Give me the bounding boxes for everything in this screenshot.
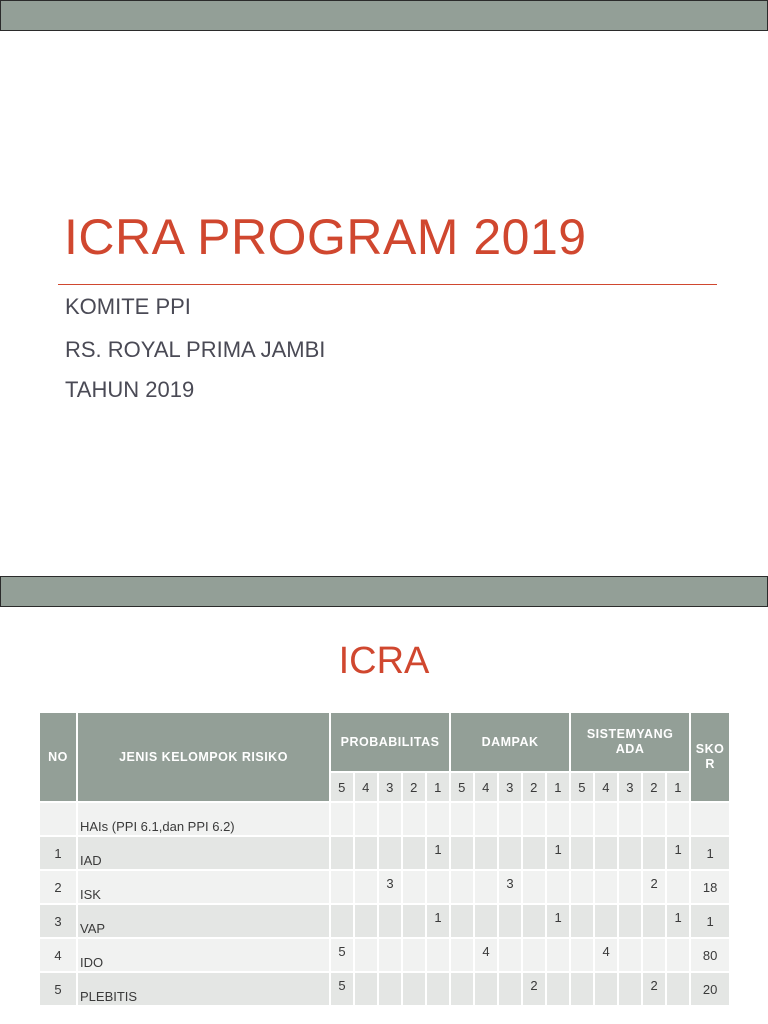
row-score-cell: 1 xyxy=(546,836,570,870)
row-score-cell xyxy=(354,938,378,972)
title-underline xyxy=(58,284,717,285)
table-row xyxy=(39,870,730,904)
row-score-cell xyxy=(594,802,618,836)
header-skor: SKOR xyxy=(690,712,730,802)
scale-sistem-2: 2 xyxy=(642,772,666,802)
row-skor: 80 xyxy=(690,938,730,972)
row-score-cell xyxy=(594,870,618,904)
row-skor xyxy=(690,802,730,836)
scale-sistem-3: 3 xyxy=(618,772,642,802)
row-score-cell xyxy=(474,836,498,870)
row-risk-name: VAP xyxy=(77,904,330,938)
row-score-cell xyxy=(450,836,474,870)
row-score-cell xyxy=(426,972,450,1006)
row-score-cell xyxy=(354,836,378,870)
table-header-row xyxy=(39,712,730,772)
icra-risk-table xyxy=(38,711,731,1007)
subtitle-year: TAHUN 2019 xyxy=(65,377,195,402)
scale-sistem-5: 5 xyxy=(570,772,594,802)
row-score-cell xyxy=(330,870,354,904)
row-score-cell xyxy=(642,938,666,972)
row-score-cell xyxy=(570,972,594,1006)
row-score-cell xyxy=(330,904,354,938)
row-score-cell xyxy=(522,904,546,938)
row-score-cell xyxy=(666,972,690,1006)
table-row xyxy=(39,904,730,938)
row-score-cell xyxy=(594,836,618,870)
scale-sistem-4: 4 xyxy=(594,772,618,802)
row-score-cell xyxy=(594,972,618,1006)
row-no: 1 xyxy=(39,836,77,870)
row-score-cell xyxy=(546,802,570,836)
row-score-cell xyxy=(570,938,594,972)
header-dampak: DAMPAK xyxy=(450,712,570,772)
row-score-cell xyxy=(450,802,474,836)
row-score-cell xyxy=(354,802,378,836)
row-score-cell: 2 xyxy=(642,870,666,904)
row-score-cell: 5 xyxy=(330,938,354,972)
row-score-cell xyxy=(450,870,474,904)
table-row xyxy=(39,972,730,1006)
row-skor: 18 xyxy=(690,870,730,904)
slide-top-bar xyxy=(0,576,768,607)
row-risk-name: PLEBITIS xyxy=(77,972,330,1006)
row-score-cell: 1 xyxy=(546,904,570,938)
row-score-cell: 4 xyxy=(594,938,618,972)
row-score-cell xyxy=(450,972,474,1006)
row-score-cell xyxy=(330,836,354,870)
row-score-cell xyxy=(642,836,666,870)
row-score-cell: 2 xyxy=(642,972,666,1006)
table-body xyxy=(39,802,730,1006)
scale-dampak-1: 1 xyxy=(546,772,570,802)
row-score-cell: 1 xyxy=(426,904,450,938)
slide-top-bar xyxy=(0,0,768,31)
row-score-cell xyxy=(666,938,690,972)
row-score-cell xyxy=(618,802,642,836)
row-score-cell xyxy=(474,870,498,904)
slide-title-heading: ICRA PROGRAM 2019 xyxy=(64,209,587,265)
row-score-cell xyxy=(666,870,690,904)
scale-probabilitas-4: 4 xyxy=(354,772,378,802)
slide-icra-table xyxy=(0,576,768,1024)
row-skor: 20 xyxy=(690,972,730,1006)
row-score-cell xyxy=(378,836,402,870)
row-score-cell xyxy=(618,836,642,870)
row-score-cell xyxy=(642,802,666,836)
row-score-cell xyxy=(330,802,354,836)
row-score-cell xyxy=(402,972,426,1006)
row-score-cell xyxy=(426,870,450,904)
row-score-cell xyxy=(618,870,642,904)
row-score-cell xyxy=(522,938,546,972)
row-score-cell xyxy=(402,938,426,972)
row-score-cell xyxy=(498,836,522,870)
row-no: 5 xyxy=(39,972,77,1006)
scale-dampak-4: 4 xyxy=(474,772,498,802)
row-score-cell: 1 xyxy=(666,904,690,938)
table-row xyxy=(39,836,730,870)
header-no: NO xyxy=(39,712,77,802)
row-score-cell xyxy=(402,836,426,870)
scale-sistem-1: 1 xyxy=(666,772,690,802)
row-score-cell xyxy=(666,802,690,836)
row-score-cell: 5 xyxy=(330,972,354,1006)
row-no: 4 xyxy=(39,938,77,972)
row-score-cell xyxy=(474,802,498,836)
row-score-cell xyxy=(426,938,450,972)
row-score-cell xyxy=(378,904,402,938)
scale-dampak-5: 5 xyxy=(450,772,474,802)
row-score-cell xyxy=(570,904,594,938)
row-score-cell xyxy=(570,870,594,904)
scale-probabilitas-1: 1 xyxy=(426,772,450,802)
row-score-cell xyxy=(498,904,522,938)
row-score-cell xyxy=(570,802,594,836)
scale-probabilitas-3: 3 xyxy=(378,772,402,802)
scale-dampak-3: 3 xyxy=(498,772,522,802)
table-row xyxy=(39,938,730,972)
row-score-cell xyxy=(354,972,378,1006)
row-risk-name: IAD xyxy=(77,836,330,870)
subtitle-committee: KOMITE PPI xyxy=(65,294,191,319)
row-score-cell xyxy=(474,904,498,938)
row-no: 2 xyxy=(39,870,77,904)
row-score-cell xyxy=(354,904,378,938)
row-score-cell xyxy=(618,904,642,938)
row-score-cell xyxy=(354,870,378,904)
row-score-cell xyxy=(546,972,570,1006)
row-no: 3 xyxy=(39,904,77,938)
row-score-cell xyxy=(498,972,522,1006)
row-score-cell xyxy=(570,836,594,870)
scale-probabilitas-5: 5 xyxy=(330,772,354,802)
header-probabilitas: PROBABILITAS xyxy=(330,712,450,772)
scale-probabilitas-2: 2 xyxy=(402,772,426,802)
row-score-cell xyxy=(642,904,666,938)
row-score-cell xyxy=(546,870,570,904)
row-score-cell xyxy=(450,938,474,972)
header-jenis: JENIS KELOMPOK RISIKO xyxy=(77,712,330,802)
row-score-cell: 2 xyxy=(522,972,546,1006)
header-sistem: SISTEMYANG ADA xyxy=(570,712,690,772)
row-score-cell xyxy=(378,938,402,972)
row-score-cell xyxy=(522,870,546,904)
icra-heading: ICRA xyxy=(338,640,430,682)
scale-dampak-2: 2 xyxy=(522,772,546,802)
row-risk-name: IDO xyxy=(77,938,330,972)
row-score-cell xyxy=(522,802,546,836)
row-score-cell xyxy=(618,938,642,972)
row-score-cell xyxy=(402,904,426,938)
row-score-cell xyxy=(498,938,522,972)
row-score-cell: 3 xyxy=(378,870,402,904)
row-no xyxy=(39,802,77,836)
row-score-cell xyxy=(618,972,642,1006)
row-score-cell xyxy=(522,836,546,870)
row-score-cell xyxy=(378,802,402,836)
row-score-cell xyxy=(378,972,402,1006)
row-score-cell: 1 xyxy=(666,836,690,870)
row-score-cell xyxy=(402,802,426,836)
row-risk-name: ISK xyxy=(77,870,330,904)
row-score-cell xyxy=(498,802,522,836)
subtitle-hospital: RS. ROYAL PRIMA JAMBI xyxy=(65,337,326,362)
row-skor: 1 xyxy=(690,904,730,938)
row-score-cell: 4 xyxy=(474,938,498,972)
row-score-cell xyxy=(402,870,426,904)
row-score-cell: 3 xyxy=(498,870,522,904)
row-score-cell xyxy=(450,904,474,938)
row-score-cell: 1 xyxy=(426,836,450,870)
table-row xyxy=(39,802,730,836)
row-risk-name: HAIs (PPI 6.1,dan PPI 6.2) xyxy=(77,802,330,836)
row-score-cell xyxy=(474,972,498,1006)
row-score-cell xyxy=(594,904,618,938)
row-score-cell xyxy=(426,802,450,836)
row-skor: 1 xyxy=(690,836,730,870)
row-score-cell xyxy=(546,938,570,972)
